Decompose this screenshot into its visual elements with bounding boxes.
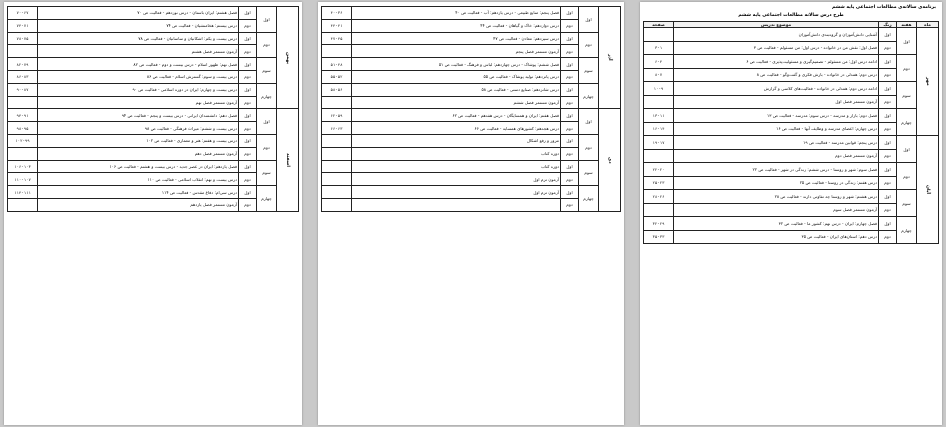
topic-cell: درس هفتم: زندگی در روستا - فعالیت ص ۲۵ [674,176,879,190]
topic-cell: درس سی‌ام: دفاع مقدس - فعالیت ص ۱۱۴ [38,186,239,199]
session-cell: دوم [561,173,579,186]
week-cell: چهارم [579,83,599,109]
topic-cell: درس بیست و ششم: میراث فرهنگی - فعالیت ص ۹۸ [38,122,239,135]
pages-cell [322,198,352,211]
table-row [644,163,939,177]
session-cell: دوم [561,70,579,83]
pages-cell: ۵۵-۵۲ [322,70,352,83]
topic-cell: فصل دوم: بازار و مدرسه - درس سوم: مدرسه - فعالیت ص ۱۳ [674,109,879,123]
pages-cell [322,186,352,199]
session-cell: اول [239,7,257,20]
table-body [8,7,299,212]
topic-cell: درس بیست و یکم: اشکانیان و ساسانیان - فعالیت ص ۷۸ [38,32,239,45]
table-row [8,186,299,199]
header-session: زنگ [879,22,897,28]
month-cell: مهر [917,28,939,136]
table-row [322,160,621,173]
table-row [644,190,939,204]
topic-cell: فصل هشتم: ایران باستان - درس نوزدهم - فعالیت ص ۷۰ [38,7,239,20]
session-cell: اول [561,160,579,173]
table-row [644,149,939,163]
session-cell: دوم [879,68,897,82]
pages-cell: ۷۰-۶۷ [8,7,38,20]
topic-cell: آزمون ترم اول [352,186,561,199]
pages-cell: ۳۲-۲۹ [644,217,674,231]
schedule-table-1 [7,6,299,212]
pages-cell: ۳-۱ [644,41,674,55]
page-1 [4,2,302,425]
pages-cell: ۹۸-۹۵ [8,122,38,135]
session-cell: اول [561,134,579,147]
topic-cell: درس شانزدهم: صنایع دستی - فعالیت ص ۵۸ [352,83,561,96]
header-pages: صفحه [644,22,674,28]
session-cell: اول [879,55,897,69]
table-row [322,45,621,58]
topic-cell: درس دوازدهم: خاک و گیاهان - فعالیت ص ۴۴ [352,19,561,32]
topic-cell: درس بیست و چهارم: ایران در دوره اسلامی - فعالیت ص ۹۰ [38,83,239,96]
pages-cell: ۱۶-۱۴ [644,122,674,136]
schedule-table-2 [321,6,621,212]
session-cell: دوم [239,147,257,160]
session-cell: اول [879,136,897,150]
session-cell: دوم [879,176,897,190]
table-row [322,147,621,160]
page-header-line-2: طرح درس سالانه مطالعات اجتماعی پایه ششم [738,13,844,18]
pages-cell: ۷۸-۷۵ [8,32,38,45]
topic-cell: فصل پنجم: منابع طبیعی - درس یازدهم: آب - فعالیت ص ۴۰ [352,7,561,20]
session-cell: دوم [879,230,897,244]
table-row [322,70,621,83]
pages-cell: ۴۰-۳۶ [322,7,352,20]
session-cell: اول [561,32,579,45]
week-cell: اول [897,28,917,55]
pages-cell [8,45,38,58]
pages-cell [644,149,674,163]
topic-cell: آزمون ترم اول [352,173,561,186]
pages-cell: ۶۶-۶۳ [322,122,352,135]
topic-cell: آزمون مستمر فصل یازدهم [38,198,239,211]
pages-cell [644,95,674,109]
topic-cell: آزمون مستمر فصل هشتم [38,45,239,58]
pages-cell: ۸۲-۷۹ [8,58,38,71]
week-cell: سوم [897,82,917,109]
pages-cell: ۹۴-۹۱ [8,109,38,122]
session-cell: اول [561,58,579,71]
pages-cell: ۷۴-۷۱ [8,19,38,32]
topic-cell: آزمون مستمر فصل پنجم [352,45,561,58]
week-cell: سوم [897,190,917,217]
topic-cell: درس بیست و هفتم: هنر و معماری - فعالیت ص ۱۰۲ [38,134,239,147]
table-body [644,28,939,244]
session-cell: اول [239,186,257,199]
week-cell: اول [257,109,277,135]
page-header [640,2,942,21]
topic-cell: فصل اول: نقش من در خانواده - درس اول: من مسئولم - فعالیت ص ۳ [674,41,879,55]
session-cell: دوم [561,19,579,32]
month-cell: آبان [917,136,939,244]
session-cell: اول [239,58,257,71]
week-cell: چهارم [897,217,917,244]
topic-cell: فصل یازدهم: ایران در عصر جدید - درس بیست و هشتم - فعالیت ص ۱۰۶ [38,160,239,173]
week-cell: سوم [257,58,277,84]
table-row [644,122,939,136]
table-row [322,198,621,211]
topic-cell: درس بیست و سوم: گسترش اسلام - فعالیت ص ۸۶ [38,70,239,83]
pages-cell: ۸-۷ [644,68,674,82]
pages-cell: ۱۱۰-۱۰۷ [8,173,38,186]
week-cell: سوم [579,160,599,186]
session-cell: دوم [561,96,579,109]
pages-cell: ۱۰۲-۹۹ [8,134,38,147]
pages-cell: ۲۵-۲۳ [644,176,674,190]
session-cell: اول [561,186,579,199]
session-cell: اول [561,83,579,96]
session-cell: اول [239,109,257,122]
table-row [644,230,939,244]
session-cell: اول [561,7,579,20]
table-row [322,134,621,147]
topic-cell: فصل نهم: ظهور اسلام - درس بیست و دوم - فعالیت ص ۸۲ [38,58,239,71]
session-cell: اول [239,160,257,173]
table-row [8,45,299,58]
topic-cell: فصل چهارم: ایران - درس نهم: کشور ما - فعالیت ص ۳۲ [674,217,879,231]
table-row [644,203,939,217]
pages-cell [322,160,352,173]
topic-cell: درس سیزدهم: معادن - فعالیت ص ۴۷ [352,32,561,45]
session-cell: اول [239,32,257,45]
pages-cell: ۶۲-۵۹ [322,109,352,122]
pages-cell: ۱۰۶-۱۰۳ [8,160,38,173]
topic-cell: فصل دهم: دانشمندان ایرانی - درس بیست و پنجم - فعالیت ص ۹۴ [38,109,239,122]
pages-cell: ۱۰-۹ [644,82,674,96]
topic-cell: دوره کتاب [352,160,561,173]
pages-cell [8,198,38,211]
table-row [644,41,939,55]
table-row [322,19,621,32]
session-cell: اول [879,28,897,42]
table-row [644,82,939,96]
topic-cell: درس چهارم: اعضای مدرسه و وظایف آنها - فعالیت ص ۱۶ [674,122,879,136]
week-cell: دوم [897,163,917,190]
session-cell: دوم [239,173,257,186]
pages-cell: ۶-۴ [644,55,674,69]
pages-cell [644,203,674,217]
session-cell: اول [879,82,897,96]
topic-cell: آزمون مستمر فصل سوم [674,203,879,217]
page-3 [640,2,942,425]
session-cell: دوم [561,198,579,211]
table-row [8,58,299,71]
table-row [8,160,299,173]
pages-cell [322,173,352,186]
table-row [8,83,299,96]
week-cell: اول [897,136,917,163]
table-row [322,122,621,135]
pages-cell: ۱۱۴-۱۱۱ [8,186,38,199]
topic-cell: آزمون مستمر فصل دهم [38,147,239,160]
topic-cell: درس پانزدهم: تولید پوشاک - فعالیت ص ۵۵ [352,70,561,83]
pages-cell [322,45,352,58]
week-cell: چهارم [579,186,599,212]
table-row [8,32,299,45]
week-cell: دوم [257,134,277,160]
topic-cell: ادامه درس اول: من مسئولم - تصمیم‌گیری و مسئولیت‌پذیری - فعالیت ص ۶ [674,55,879,69]
topic-cell: درس دهم: استان‌های ایران - فعالیت ص ۳۵ [674,230,879,244]
session-cell: دوم [879,122,897,136]
session-cell: دوم [239,198,257,211]
pages-cell [8,96,38,109]
session-cell: دوم [239,96,257,109]
table-row [644,68,939,82]
table-row [322,7,621,20]
pages-cell [322,96,352,109]
pages-cell: ۳۵-۳۳ [644,230,674,244]
table-row [322,186,621,199]
topic-cell: دوره کتاب [352,147,561,160]
table-row [322,173,621,186]
pages-cell: ۹۰-۸۷ [8,83,38,96]
topic-cell: درس بیست و نهم: انقلاب اسلامی - فعالیت ص ۱۱۰ [38,173,239,186]
pages-cell: ۴۷-۴۵ [322,32,352,45]
week-cell: دوم [579,134,599,160]
topic-cell: درس هشتم: شهر و روستا چه تفاوتی دارند - فعالیت ص ۲۸ [674,190,879,204]
week-cell: اول [579,7,599,33]
header-month: ماه [917,22,939,28]
table-row [322,83,621,96]
topic-cell: فصل سوم: شهر و روستا - درس ششم: زندگی در شهر - فعالیت ص ۲۲ [674,163,879,177]
table-row [322,58,621,71]
table-row [8,109,299,122]
month-cell: بهمن [277,7,299,109]
table-row [644,176,939,190]
table-row [8,134,299,147]
week-cell: سوم [579,58,599,84]
table-row [8,122,299,135]
month-cell: آذر [599,7,621,109]
session-cell: دوم [239,70,257,83]
session-cell: دوم [879,95,897,109]
table-row [644,217,939,231]
topic-cell: فصل ششم: پوشاک - درس چهاردهم: لباس و فرهنگ - فعالیت ص ۵۱ [352,58,561,71]
table-row [322,109,621,122]
session-cell: اول [239,83,257,96]
session-cell: اول [561,109,579,122]
pages-cell: ۱۹-۱۷ [644,136,674,150]
pages-cell: ۴۴-۴۱ [322,19,352,32]
topic-cell: درس بیستم: هخامنشیان - فعالیت ص ۷۴ [38,19,239,32]
pages-cell [644,28,674,42]
pages-cell: ۲۸-۲۶ [644,190,674,204]
table-row [644,136,939,150]
session-cell: دوم [879,203,897,217]
pages-cell: ۸۶-۸۳ [8,70,38,83]
table-row [8,173,299,186]
session-cell: اول [239,134,257,147]
session-cell: دوم [561,147,579,160]
table-body [322,7,621,212]
pages-cell [322,134,352,147]
week-cell: چهارم [897,109,917,136]
header-topic: موضوع تدریس [674,22,879,28]
session-cell: دوم [561,45,579,58]
week-cell: دوم [257,32,277,58]
table-row [8,96,299,109]
table-row [644,55,939,69]
topic-cell: آزمون مستمر فصل دوم [674,149,879,163]
session-cell: دوم [239,122,257,135]
table-row [8,198,299,211]
table-row [322,96,621,109]
session-cell: دوم [239,19,257,32]
week-cell: سوم [257,160,277,186]
schedule-table-3 [643,21,939,244]
session-cell: دوم [239,45,257,58]
topic-cell: آزمون مستمر فصل نهم [38,96,239,109]
topic-cell: آشنایی دانش‌آموزان و گروه‌بندی دانش‌آموزان [674,28,879,42]
pages-cell [8,147,38,160]
topic-cell: درس هجدهم: کشورهای همسایه - فعالیت ص ۶۶ [352,122,561,135]
week-cell: اول [257,7,277,33]
pages-cell: ۵۱-۴۸ [322,58,352,71]
session-cell: اول [879,163,897,177]
session-cell: اول [879,190,897,204]
topic-cell [352,198,561,211]
table-row [8,147,299,160]
table-row [8,7,299,20]
table-row [8,70,299,83]
session-cell: دوم [561,122,579,135]
topic-cell: مرور و رفع اشکال [352,134,561,147]
topic-cell: درس پنجم: قوانین مدرسه - فعالیت ص ۱۹ [674,136,879,150]
session-cell: دوم [879,149,897,163]
pages-cell [322,147,352,160]
session-cell: دوم [879,41,897,55]
topic-cell: آزمون مستمر فصل ششم [352,96,561,109]
week-cell: چهارم [257,186,277,212]
session-cell: اول [879,109,897,123]
week-cell: اول [579,109,599,135]
header-week: هفته [897,22,917,28]
topic-cell: درس دوم: همدلی در خانواده - بارش فکری و گفت‌وگو - فعالیت ص ۸ [674,68,879,82]
pages-cell: ۲۲-۲۰ [644,163,674,177]
pages-cell: ۱۳-۱۱ [644,109,674,123]
table-row [8,19,299,32]
table-row [644,109,939,123]
topic-cell: آزمون مستمر فصل اول [674,95,879,109]
page-header-line-1: برنامه‌ی سالانه‌ی مطالعات اجتماعی پایه ششم [831,5,936,10]
pages-cell: ۵۸-۵۶ [322,83,352,96]
topic-cell: ادامه درس دوم: همدلی در خانواده - فعالیت‌های کلاسی و گزارش [674,82,879,96]
week-cell: چهارم [257,83,277,109]
session-cell: اول [879,217,897,231]
week-cell: دوم [579,32,599,58]
topic-cell: فصل هفتم: ایران و همسایگان - درس هفدهم - فعالیت ص ۶۲ [352,109,561,122]
page-2 [318,2,624,425]
table-row [322,32,621,45]
table-row [644,95,939,109]
week-cell: دوم [897,55,917,82]
month-cell: دی [599,109,621,211]
month-cell: اسفند [277,109,299,211]
table-row [644,28,939,42]
